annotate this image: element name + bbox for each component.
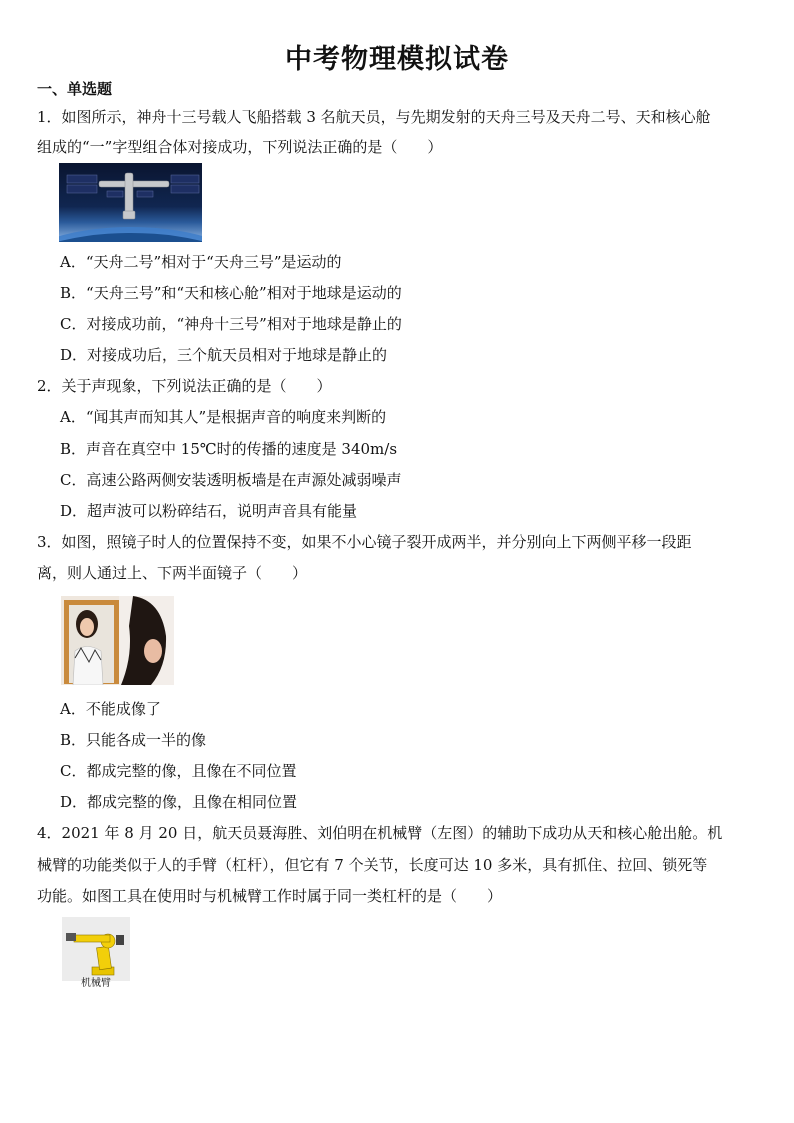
question-3-stem-line-1: 3．如图，照镜子时人的位置保持不变，如果不小心镜子裂开成两半，并分别向上下两侧平移一段距 <box>37 533 692 551</box>
question-1-option-b: B．“天舟三号”和“天和核心舱”相对于地球是运动的 <box>60 284 402 302</box>
robotic-arm-image <box>62 917 130 981</box>
question-2-option-c: C．高速公路两侧安装透明板墙是在声源处减弱噪声 <box>60 471 402 489</box>
robotic-arm-caption: 机械臂 <box>81 978 111 989</box>
question-1-option-a: A．“天舟二号”相对于“天舟三号”是运动的 <box>60 253 342 271</box>
question-1-option-c: C．对接成功前，“神舟十三号”相对于地球是静止的 <box>60 315 402 333</box>
question-3-option-d: D．都成完整的像，且像在相同位置 <box>60 793 298 811</box>
mirror-image <box>61 596 174 685</box>
question-1-stem-line-1: 1．如图所示，神舟十三号载人飞船搭载 3 名航天员，与先期发射的天舟三号及天舟二号、天和核心舱 <box>37 108 711 126</box>
question-1-stem-line-2: 组成的“一”字型组合体对接成功，下列说法正确的是（ ） <box>37 138 443 156</box>
question-2-stem-line-1: 2．关于声现象，下列说法正确的是（ ） <box>37 377 332 395</box>
section-heading: 一、单选题 <box>37 80 113 98</box>
question-3-option-c: C．都成完整的像，且像在不同位置 <box>60 762 297 780</box>
space-station-image <box>59 163 202 242</box>
question-4-stem-line-2: 械臂的功能类似于人的手臂（杠杆），但它有 7 个关节，长度可达 10 多米，具有抓住、拉回、锁死等 <box>37 856 708 874</box>
question-3-option-a: A．不能成像了 <box>60 700 161 718</box>
question-4-stem-line-1: 4．2021 年 8 月 20 日，航天员聂海胜、刘伯明在机械臂（左图）的辅助下成功从天和核心舱出舱。机 <box>37 824 723 842</box>
question-2-option-d: D．超声波可以粉碎结石，说明声音具有能量 <box>60 502 358 520</box>
question-4-stem-line-3: 功能。如图工具在使用时与机械臂工作时属于同一类杠杆的是（ ） <box>37 887 503 905</box>
question-3-stem-line-2: 离，则人通过上、下两半面镜子（ ） <box>37 564 308 582</box>
page-title: 中考物理模拟试卷 <box>285 44 509 75</box>
question-2-option-a: A．“闻其声而知其人”是根据声音的响度来判断的 <box>60 408 387 426</box>
question-1-option-d: D．对接成功后，三个航天员相对于地球是静止的 <box>60 346 388 364</box>
question-3-option-b: B．只能各成一半的像 <box>60 731 207 749</box>
question-2-option-b: B．声音在真空中 15℃时的传播的速度是 340m/s <box>60 440 398 458</box>
